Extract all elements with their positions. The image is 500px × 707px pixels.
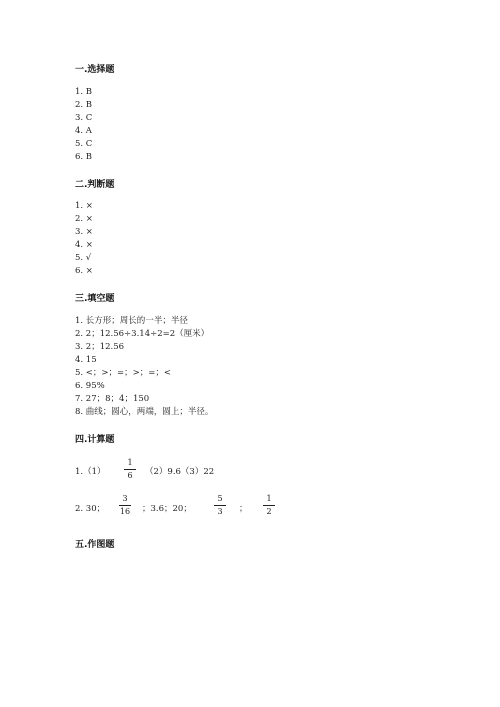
section-title-choice: 一.选择题 xyxy=(75,65,115,75)
answer-line: 1. 长方形；周长的一半；半径 xyxy=(75,316,188,326)
answer-line: 5. <；>；=；>；=；< xyxy=(75,368,172,378)
fraction-denominator: 16 xyxy=(119,507,131,516)
section-title-calculation: 四.计算题 xyxy=(75,435,115,445)
answer-line: 4. 15 xyxy=(75,355,97,365)
answer-line: 1. × xyxy=(75,201,93,211)
calc-q2-mid: ；3.6；20； xyxy=(142,504,192,514)
answer-line: 8. 曲线；圆心，两端，圆上；半径。 xyxy=(75,407,214,417)
fraction-bar xyxy=(119,505,131,506)
answer-line: 3. × xyxy=(75,227,93,237)
answer-line: 3. C xyxy=(75,113,93,123)
answer-line: 2. 2；12.56÷3.14÷2=2（厘米） xyxy=(75,329,210,339)
answer-line: 5. √ xyxy=(75,253,92,263)
section-title-drawing: 五.作图题 xyxy=(75,540,115,550)
calc-q1-suffix: （2）9.6（3）22 xyxy=(145,467,215,477)
fraction-numerator: 5 xyxy=(217,494,223,503)
answer-line: 2. × xyxy=(75,214,93,224)
fraction-numerator: 3 xyxy=(122,494,128,503)
fraction-denominator: 6 xyxy=(127,471,133,480)
answer-line: 4. A xyxy=(75,126,92,136)
answer-line: 3. 2；12.56 xyxy=(75,342,125,352)
fraction-denominator: 3 xyxy=(217,507,223,516)
fraction xyxy=(124,458,136,481)
fraction xyxy=(263,494,275,517)
fraction-bar xyxy=(124,469,136,470)
calc-q2-prefix: 2. 30； xyxy=(75,504,106,514)
fraction xyxy=(214,494,226,517)
fraction-bar xyxy=(214,505,226,506)
calc-q1-prefix: 1.（1） xyxy=(75,467,106,477)
answer-line: 5. C xyxy=(75,139,93,149)
fraction-bar xyxy=(263,505,275,506)
answer-line: 6. 95% xyxy=(75,381,105,391)
section-title-fill-in: 三.填空题 xyxy=(75,294,115,304)
fraction xyxy=(119,494,131,517)
section-title-judgment: 二.判断题 xyxy=(75,180,115,190)
answer-line: 6. B xyxy=(75,152,93,162)
calc-q2-separator: ； xyxy=(239,504,248,514)
fraction-numerator: 1 xyxy=(266,494,272,503)
answer-line: 7. 27；8；4；150 xyxy=(75,394,150,404)
answer-line: 6. × xyxy=(75,266,93,276)
answer-line: 2. B xyxy=(75,100,93,110)
fraction-denominator: 2 xyxy=(266,507,272,516)
answer-line: 1. B xyxy=(75,87,93,97)
fraction-numerator: 1 xyxy=(127,458,133,467)
answer-line: 4. × xyxy=(75,240,93,250)
